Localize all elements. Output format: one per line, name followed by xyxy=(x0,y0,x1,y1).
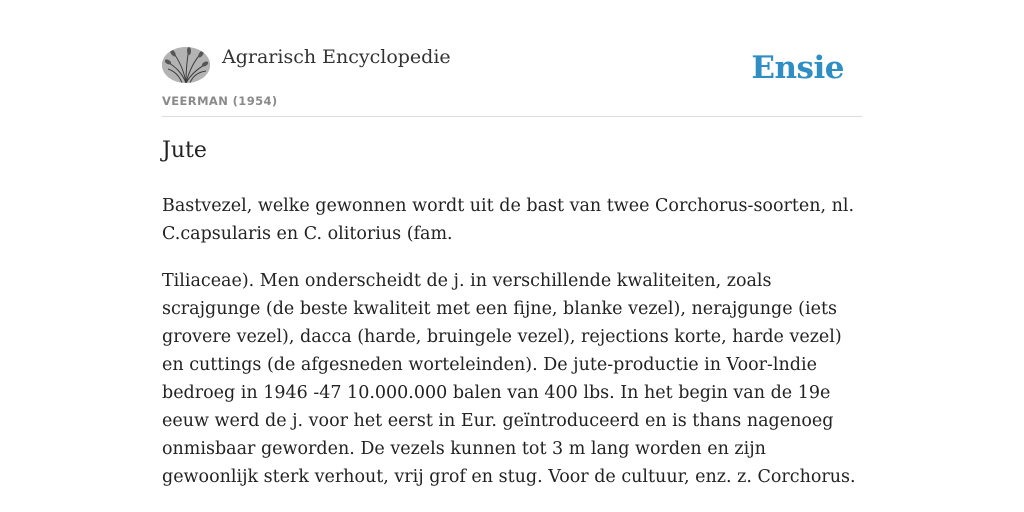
article-body xyxy=(162,192,862,510)
article-paragraph: Bastvezel, welke gewonnen wordt uit de bast van twee Corchorus-soorten, nl. C.capsularis en C. olitorius (fam. xyxy=(162,196,855,244)
source-author-year: VEERMAN (1954) xyxy=(162,94,278,108)
wheat-logo-icon[interactable] xyxy=(162,47,210,83)
brand-logo-link[interactable]: Ensie xyxy=(751,50,844,86)
source-title[interactable]: Agrarisch Encyclopedie xyxy=(222,46,451,68)
article-paragraph: Tiliaceae). Men onderscheidt de j. in verschillende kwaliteiten, zoals scrajgunge (de beste kwaliteit met een fijne, blanke vezel), nerajgunge (iets grovere vezel), dacca (harde, bruingele vezel), rejections korte, harde vezel) en cuttings (de afgesneden worteleinden). De jute-productie in Voor-lndie bedroeg in 1946 -47 10.000.000 balen van 400 lbs. In het begin van de 19e eeuw werd de j. voor het eerst in Eur. geïntroduceerd en is thans nagenoeg onmisbaar geworden. De vezels kunnen tot 3 m lang worden en zijn gewoonlijk sterk verhout, vrij grof en stug. Voor de cultuur, enz. z. Corchorus. xyxy=(162,271,856,487)
article-title: Jute xyxy=(162,138,207,163)
source-header xyxy=(162,44,862,117)
